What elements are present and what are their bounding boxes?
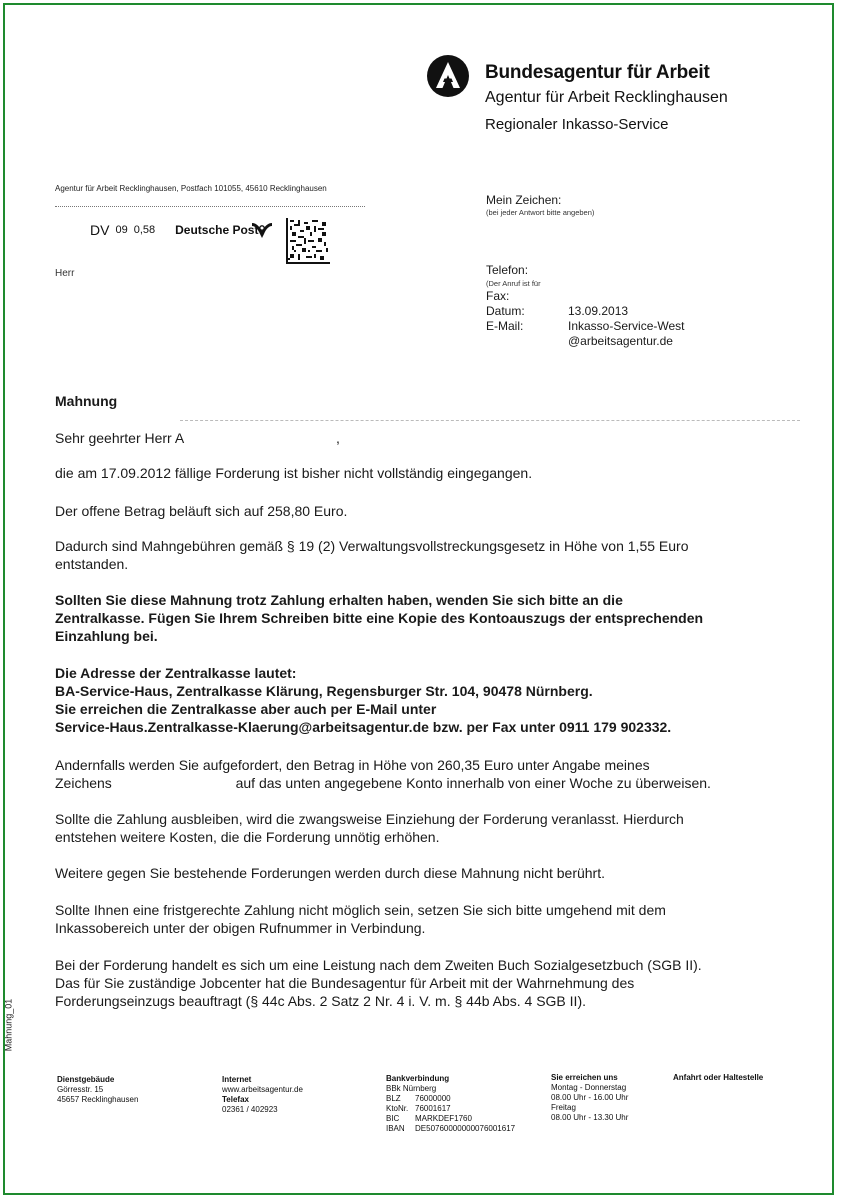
- paragraph-8: Weitere gegen Sie bestehende Forderungen werden durch diese Mahnung nicht berührt.: [55, 865, 605, 881]
- paragraph-5: [55, 664, 795, 736]
- paragraph-4-line2: Zentralkasse. Fügen Sie Ihrem Schreiben bitte eine Kopie des Kontoauszugs der entsprechenden: [55, 610, 704, 626]
- footer-hours-time-2: 08.00 Uhr - 13.30 Uhr: [551, 1113, 629, 1122]
- franking-dv: DV: [90, 222, 110, 238]
- date-value: 13.09.2013: [568, 304, 629, 318]
- footer-bank-row: [386, 1114, 515, 1124]
- footer-bank-key: IBAN: [386, 1124, 405, 1133]
- franking-num2: 0,58: [133, 224, 156, 236]
- greeting-initial: A: [174, 430, 185, 446]
- footer-bank-table: [386, 1094, 515, 1134]
- paragraph-5-line3: Sie erreichen die Zentralkasse aber auch per E-Mail unter: [55, 701, 437, 717]
- agency-logo-icon: [426, 54, 470, 98]
- footer-bank-value: DE50760000000076001617: [415, 1124, 516, 1133]
- date-label: Datum:: [486, 304, 525, 318]
- paragraph-3-line2: entstanden.: [55, 556, 129, 572]
- org-unit: Regionaler Inkasso-Service: [485, 116, 669, 133]
- footer-hours-days-1: Montag - Donnerstag: [551, 1083, 627, 1092]
- footer-fax-title: Telefax: [222, 1095, 249, 1104]
- paragraph-9-line1: Sollte Ihnen eine fristgerechte Zahlung nicht möglich sein, setzen Sie sich bitte umgehend mit dem: [55, 902, 666, 918]
- email-label: E-Mail:: [486, 319, 524, 333]
- footer-building-city: 45657 Recklinghausen: [57, 1095, 139, 1104]
- footer-bank-name: BBk Nürnberg: [386, 1084, 437, 1093]
- paragraph-7-line2: entstehen weitere Kosten, die die Forderung unnötig erhöhen.: [55, 829, 440, 845]
- paragraph-7-line1: Sollte die Zahlung ausbleiben, wird die zwangsweise Einziehung der Forderung veranlasst. Hierdurch: [55, 811, 684, 827]
- footer-hours-time-1: 08.00 Uhr - 16.00 Uhr: [551, 1093, 629, 1102]
- paragraph-2: Der offene Betrag beläuft sich auf 258,80 Euro.: [55, 503, 348, 519]
- address-divider: [55, 206, 365, 207]
- paragraph-3-line1: Dadurch sind Mahngebühren gemäß § 19 (2) Verwaltungsvollstreckungsgesetz in Höhe von 1,55 Euro: [55, 538, 689, 554]
- postal-carrier: Deutsche Post: [175, 223, 259, 237]
- paragraph-5-line1: Die Adresse der Zentralkasse lautet:: [55, 665, 297, 681]
- footer-bank-key: BIC: [386, 1114, 400, 1123]
- footer-bank-value: 76001617: [415, 1104, 451, 1113]
- paragraph-4: [55, 591, 795, 645]
- footer-transit-title: Anfahrt oder Haltestelle: [673, 1073, 764, 1082]
- footer-building-title: Dienstgebäude: [57, 1075, 115, 1084]
- recipient-salutation: Herr: [55, 268, 75, 279]
- email-value-line2: @arbeitsagentur.de: [568, 334, 673, 348]
- paragraph-6-line2: [55, 774, 795, 792]
- footer-internet: [222, 1075, 303, 1115]
- footer-hours: [551, 1073, 628, 1123]
- phone-label: Telefon:: [486, 263, 529, 277]
- letter-heading: Mahnung: [55, 393, 118, 409]
- footer-internet-url: www.arbeitsagentur.de: [222, 1085, 303, 1094]
- greeting: [55, 430, 184, 446]
- footer-bank-key: BLZ: [386, 1094, 401, 1103]
- footer-internet-title: Internet: [222, 1075, 252, 1084]
- paragraph-10-line1: Bei der Forderung handelt es sich um eine Leistung nach dem Zweiten Buch Sozialgesetzbuch (SGB II).: [55, 957, 702, 973]
- datamatrix-code: [286, 218, 330, 264]
- paragraph-4-line3: Einzahlung bei.: [55, 628, 158, 644]
- footer-building-street: Görresstr. 15: [57, 1085, 104, 1094]
- footer-bank: [386, 1074, 515, 1134]
- footer-bank-key: KtoNr.: [386, 1104, 409, 1113]
- paragraph-9-line2: Inkassobereich unter der obigen Rufnummer in Verbindung.: [55, 920, 426, 936]
- reference-note: (bei jeder Antwort bitte angeben): [486, 208, 595, 217]
- paragraph-4-line1: Sollten Sie diese Mahnung trotz Zahlung erhalten haben, wenden Sie sich bitte an die: [55, 592, 623, 608]
- footer-transit: [673, 1073, 763, 1083]
- paragraph-10-line2: Das für Sie zuständige Jobcenter hat die Bundesagentur für Arbeit mit der Wahrnehmung des: [55, 975, 635, 991]
- fax-label: Fax:: [486, 289, 510, 303]
- paragraph-3: [55, 537, 795, 573]
- footer-hours-days-2: Freitag: [551, 1103, 576, 1112]
- footer-hours-title: Sie erreichen uns: [551, 1073, 618, 1082]
- document-side-label: Mahnung_01: [3, 998, 14, 1052]
- paragraph-6-line2-end: auf das unten angegebene Konto innerhalb von einer Woche zu überweisen.: [235, 775, 711, 791]
- email-value-line1: Inkasso-Service-West: [568, 319, 685, 333]
- paragraph-5-line4: Service-Haus.Zentralkasse-Klaerung@arbeitsagentur.de bzw. per Fax unter 0911 179 902332.: [55, 719, 672, 735]
- reference-label: Mein Zeichen:: [486, 193, 562, 207]
- greeting-comma: ,: [336, 430, 340, 446]
- sender-return-address: Agentur für Arbeit Recklinghausen, Postfach 101055, 45610 Recklinghausen: [55, 184, 327, 193]
- org-name: Bundesagentur für Arbeit: [485, 62, 710, 83]
- footer-building: [57, 1075, 138, 1105]
- paragraph-10-line3: Forderungseinzugs beauftragt (§ 44c Abs. 2 Satz 2 Nr. 4 i. V. m. § 44b Abs. 4 SGB II).: [55, 993, 586, 1009]
- paragraph-6: [55, 756, 795, 792]
- paragraph-1: die am 17.09.2012 fällige Forderung ist bisher nicht vollständig eingegangen.: [55, 465, 533, 481]
- footer-bank-value: MARKDEF1760: [415, 1114, 472, 1123]
- posthorn-icon: [250, 219, 274, 239]
- paragraph-9: [55, 901, 795, 937]
- footer-bank-row: [386, 1104, 515, 1114]
- phone-note: (Der Anruf ist für: [486, 279, 541, 288]
- footer-bank-title: Bankverbindung: [386, 1074, 450, 1083]
- org-subtitle: Agentur für Arbeit Recklinghausen: [485, 89, 728, 106]
- postage-franking: [90, 222, 258, 238]
- footer-bank-value: 76000000: [415, 1094, 451, 1103]
- paragraph-6-line2-start: Zeichens: [55, 775, 112, 791]
- greeting-text: Sehr geehrter Herr: [55, 430, 172, 446]
- scan-artifact-line: [180, 420, 800, 421]
- footer-bank-row: [386, 1094, 515, 1104]
- paragraph-5-line2: BA-Service-Haus, Zentralkasse Klärung, Regensburger Str. 104, 90478 Nürnberg.: [55, 683, 593, 699]
- paragraph-7: [55, 810, 795, 846]
- footer-fax-number: 02361 / 402923: [222, 1105, 278, 1114]
- franking-num1: 09: [115, 224, 128, 236]
- paragraph-6-line1: Andernfalls werden Sie aufgefordert, den Betrag in Höhe von 260,35 Euro unter Angabe meines: [55, 757, 650, 773]
- footer-bank-row: [386, 1124, 515, 1134]
- paragraph-10: [55, 956, 815, 1010]
